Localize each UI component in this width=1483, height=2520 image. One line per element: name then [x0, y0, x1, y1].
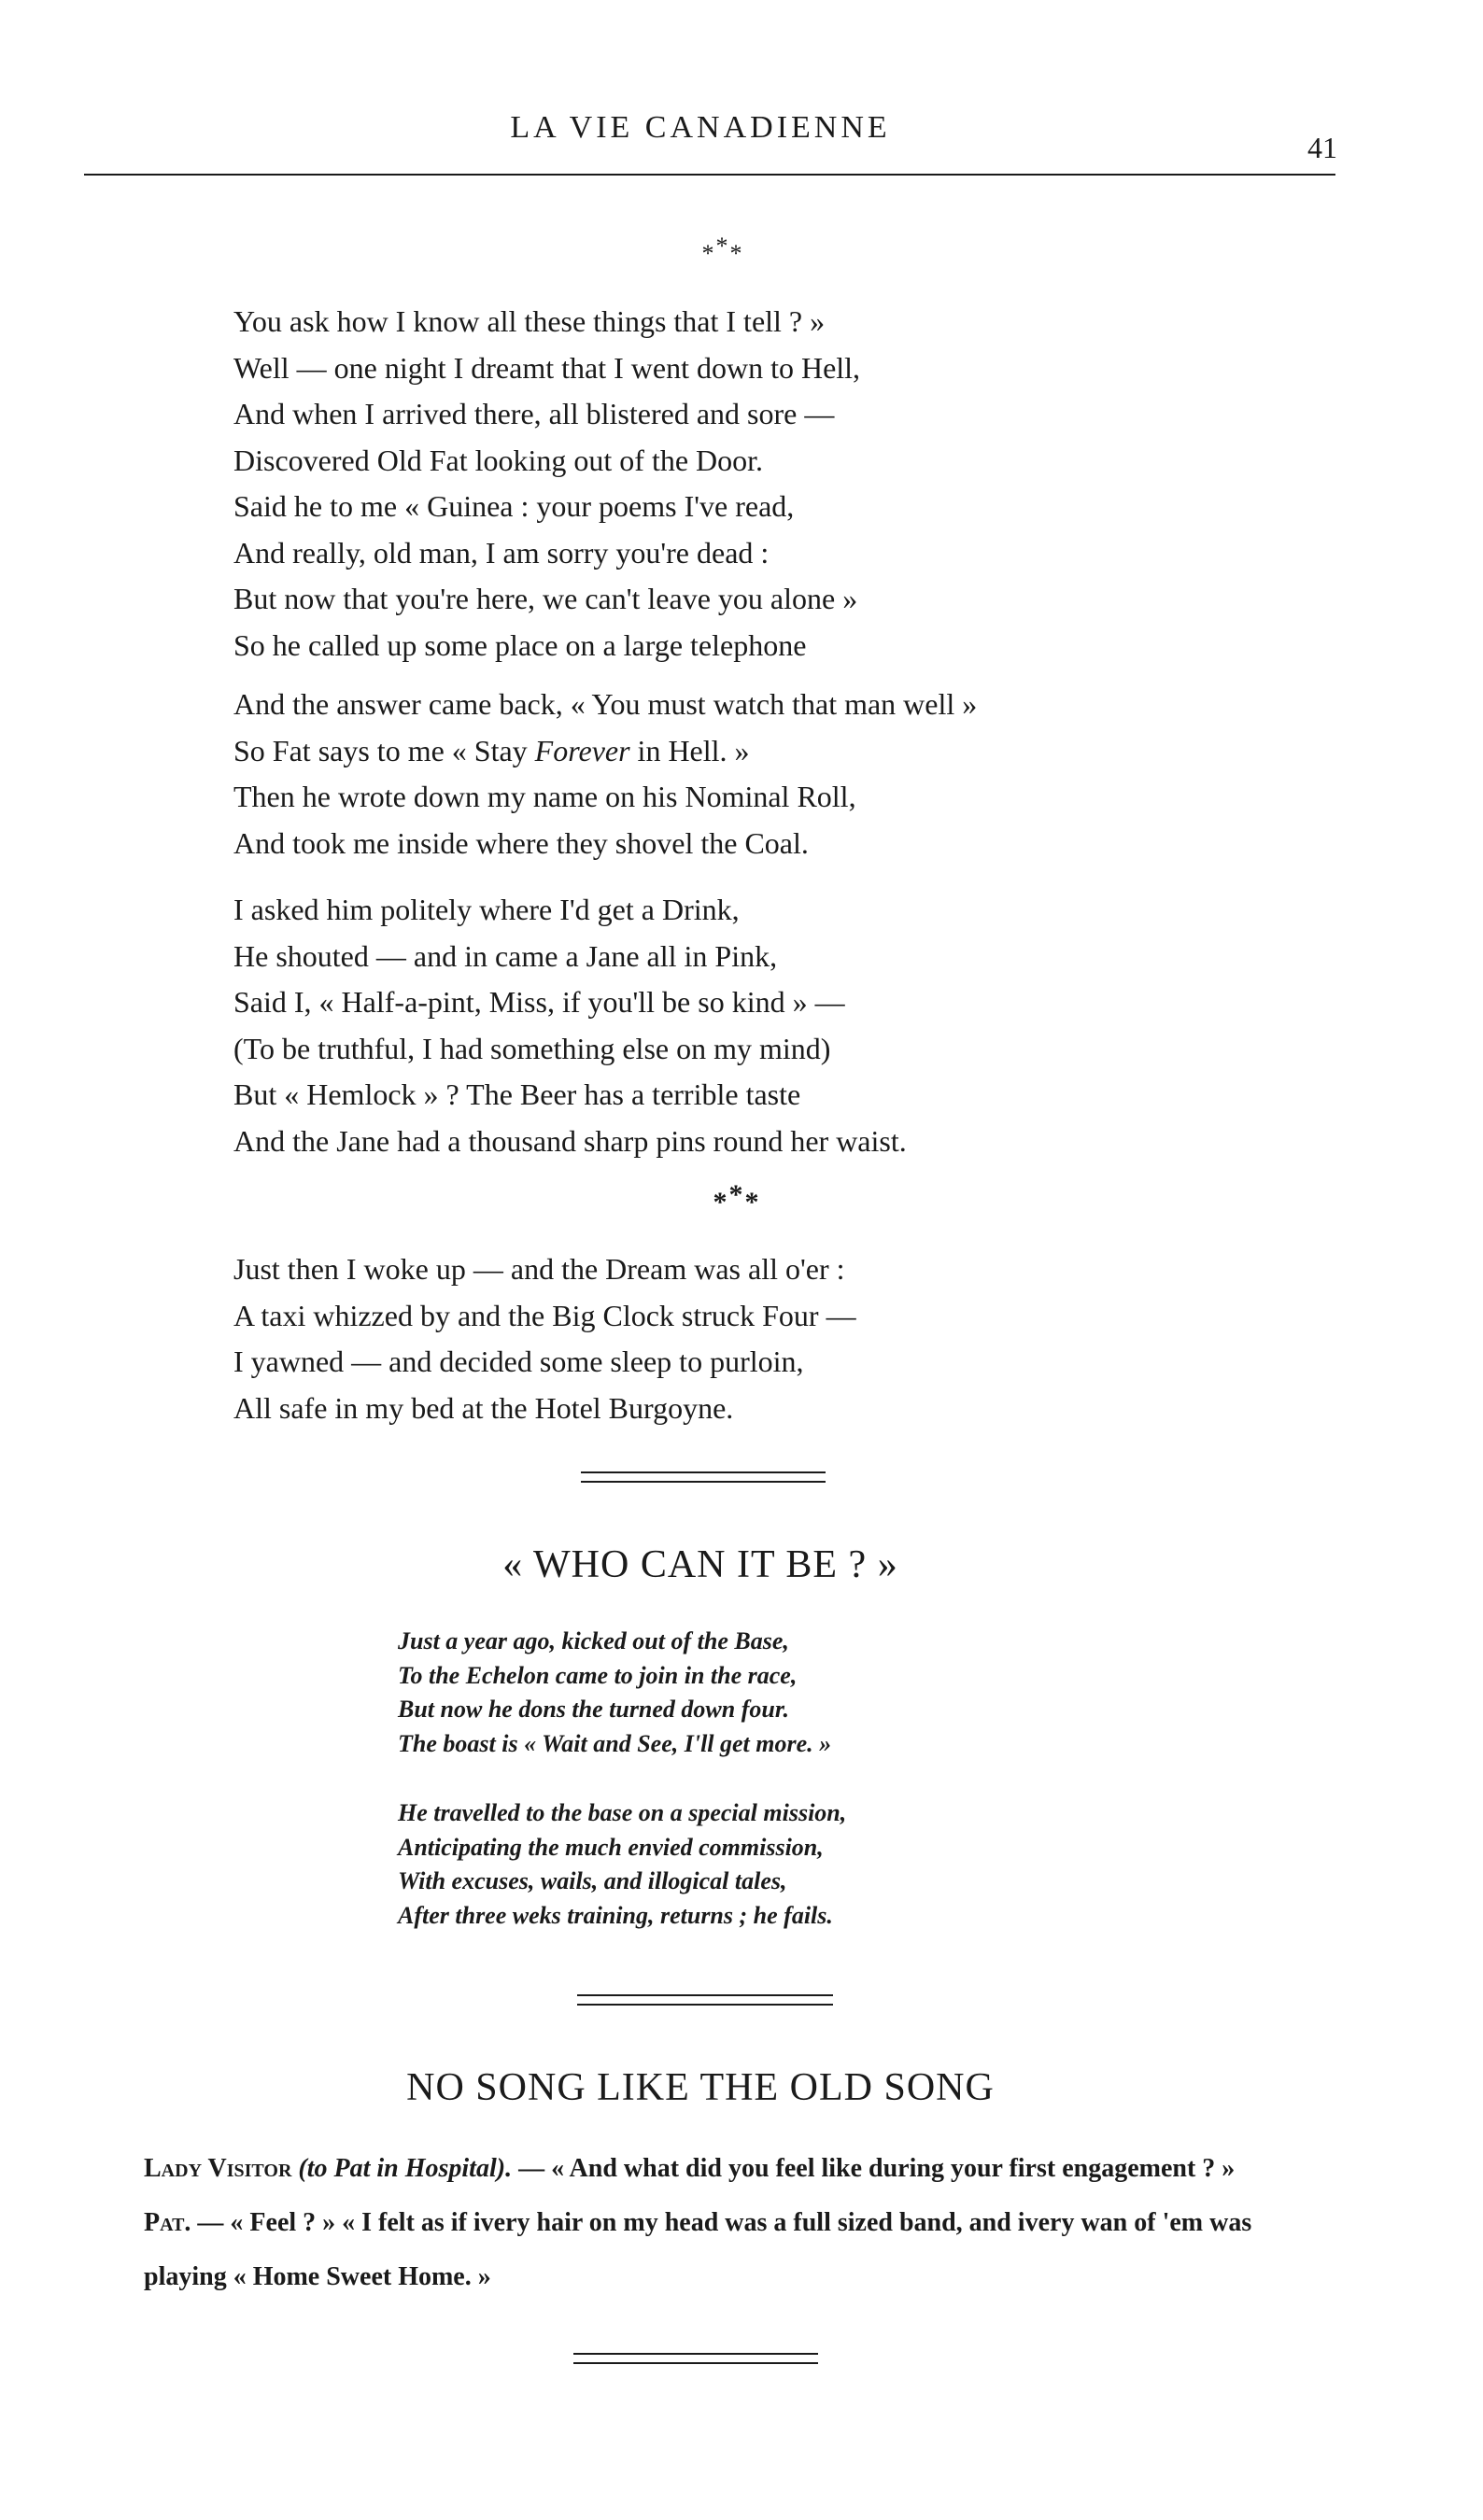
poem-line: And took me inside where they shovel the Coal.: [233, 825, 809, 860]
poem-line-part: So Fat says to me « Stay: [233, 733, 535, 767]
poem-line: Discovered Old Fat looking out of the Door.: [233, 443, 764, 477]
asterism-star: *: [713, 1187, 729, 1218]
poem-line: I asked him politely where I'd get a Drink,: [233, 893, 740, 926]
poem-line: A taxi whizzed by and the Big Clock struck Four —: [233, 1298, 856, 1332]
verse-line: Anticipating the much envied commission,: [398, 1833, 824, 1861]
poem-stanza-1: [233, 299, 1335, 669]
poem-line: Just then I woke up — and the Dream was all o'er :: [233, 1252, 845, 1286]
asterism-star: *: [728, 1179, 745, 1210]
poem-line: Said he to me « Guinea : your poems I've read,: [233, 489, 795, 523]
asterism-star: *: [744, 1187, 761, 1218]
dialogue-line-1: [77, 2142, 1337, 2196]
poem-line: You ask how I know all these things that I tell ? »: [233, 304, 826, 338]
poem-line: So he called up some place on a large telephone: [233, 627, 807, 662]
poem-line: He shouted — and in came a Jane all in Pink,: [233, 938, 778, 973]
poem-stanza-4: [233, 1246, 1335, 1431]
poem-line: But now that you're here, we can't leave you alone »: [233, 582, 858, 615]
no-song-title: NO SONG LIKE THE OLD SONG: [406, 2066, 995, 2109]
poem-line: All safe in my bed at the Hotel Burgoyne.: [233, 1390, 734, 1425]
poem-stanza-3: [233, 887, 1335, 1164]
verse-line: But now he dons the turned down four.: [398, 1696, 790, 1723]
page-number: 41: [1307, 131, 1337, 164]
verse-line: After three weks training, returns ; he fails.: [398, 1901, 833, 1929]
asterism-star: *: [701, 240, 716, 267]
asterism-star: *: [729, 240, 744, 267]
poem-line: Well — one night I dreamt that I went down to Hell,: [233, 350, 861, 385]
poem-line: And when I arrived there, all blistered and sore —: [233, 397, 835, 430]
asterism-star: *: [715, 232, 730, 260]
poem-stanza-2: [233, 682, 1335, 866]
poem-line: And the answer came back, « You must watch that man well »: [233, 687, 978, 721]
speaker-name: Lady Visitor: [144, 2154, 292, 2183]
poem-line: (To be truthful, I had something else on my mind): [233, 1031, 831, 1065]
verse-line: Just a year ago, kicked out of the Base,: [398, 1627, 789, 1654]
asterism-ornament: [0, 1179, 1478, 1218]
poem-line-part: in Hell. »: [629, 733, 750, 767]
poem-line: But « Hemlock » ? The Beer has a terrible taste: [233, 1077, 801, 1111]
header-rule: [84, 174, 1335, 176]
dialogue-text: [77, 2142, 1337, 2304]
verse-line: He travelled to the base on a special mission,: [398, 1799, 847, 1826]
dialogue-text-1: — « And what did you feel like during your first engagement ? »: [512, 2154, 1236, 2183]
verse-line: The boast is « Wait and See, I'll get more. »: [398, 1729, 832, 1757]
speaker-name: Pat.: [144, 2208, 191, 2237]
poem-line: And the Jane had a thousand sharp pins round her waist.: [233, 1123, 907, 1158]
running-title: LA VIE CANADIENNE: [510, 110, 891, 145]
dialogue-text-2: — « Feel ? » « I felt as if ivery hair on my head was a full sized band, and ivery wan of 'em was playing « Home Sweet Home. »: [144, 2208, 1252, 2291]
section-divider: [577, 1994, 833, 2006]
poem-line: Then he wrote down my name on his Nominal Roll,: [233, 780, 856, 813]
verse-line: With excuses, wails, and illogical tales,: [398, 1867, 787, 1894]
poem-emphasis: Forever: [534, 733, 630, 767]
asterism-ornament: [0, 232, 1464, 267]
poem-line: I yawned — and decided some sleep to purloin,: [233, 1344, 804, 1378]
poem-line: Said I, « Half-a-pint, Miss, if you'll be so kind » —: [233, 985, 845, 1019]
stage-direction: (to Pat in Hospital).: [298, 2154, 513, 2183]
poem-line: [233, 728, 1335, 775]
section-divider: [573, 2353, 818, 2364]
section-divider: [581, 1471, 826, 1483]
verse-stanza-1: [398, 1625, 1052, 1761]
verse-line: To the Echelon came to join in the race,: [398, 1661, 798, 1689]
who-can-it-be-title: « WHO CAN IT BE ? »: [502, 1543, 898, 1586]
poem-line: And really, old man, I am sorry you're dead :: [233, 535, 770, 570]
dialogue-line-2: [77, 2196, 1337, 2304]
verse-stanza-2: [398, 1796, 1052, 1933]
